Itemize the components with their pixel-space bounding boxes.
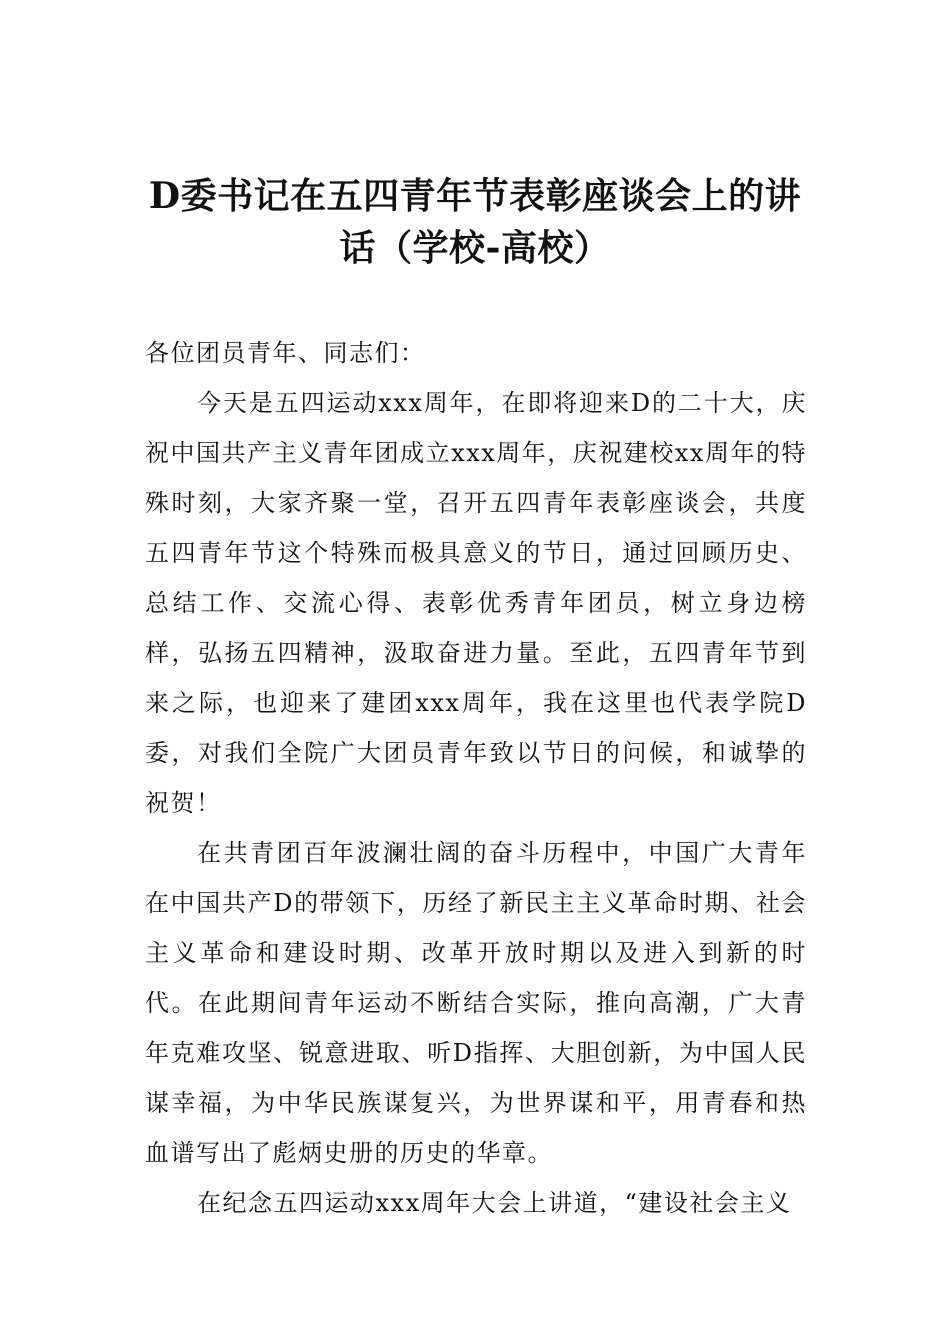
document-body xyxy=(145,328,807,1228)
paragraph: 在共青团百年波澜壮阔的奋斗历程中，中国广大青年在中国共产D的带领下，历经了新民主主义革命时期、社会主义革命和建设时期、改革开放时期以及进入到新的时代。在此期间青年运动不断结合实际，推向高潮，广大青年克难攻坚、锐意进取、听D指挥、大胆创新，为中国人民谋幸福，为中华民族谋复兴，为世界谋和平，用青春和热血谱写出了彪炳史册的历史的华章。 xyxy=(145,839,807,1167)
paragraph: 今天是五四运动xxx周年，在即将迎来D的二十大，庆祝中国共产主义青年团成立xxx周年，庆祝建校xx周年的特殊时刻，大家齐聚一堂，召开五四青年表彰座谈会，共度五四青年节这个特殊而极具意义的节日，通过回顾历史、总结工作、交流心得、表彰优秀青年团员，树立身边榜样，弘扬五四精神，汲取奋进力量。至此，五四青年节到来之际，也迎来了建团xxx周年，我在这里也代表学院D委，对我们全院广大团员青年致以节日的问候，和诚挚的祝贺！ xyxy=(145,389,807,817)
paragraph: 在纪念五四运动xxx周年大会上讲道，“建设社会主义 xyxy=(197,1189,792,1217)
salutation: 各位团员青年、同志们： xyxy=(145,339,426,367)
document-title: D委书记在五四青年节表彰座谈会上的讲话（学校-高校） xyxy=(148,175,802,269)
